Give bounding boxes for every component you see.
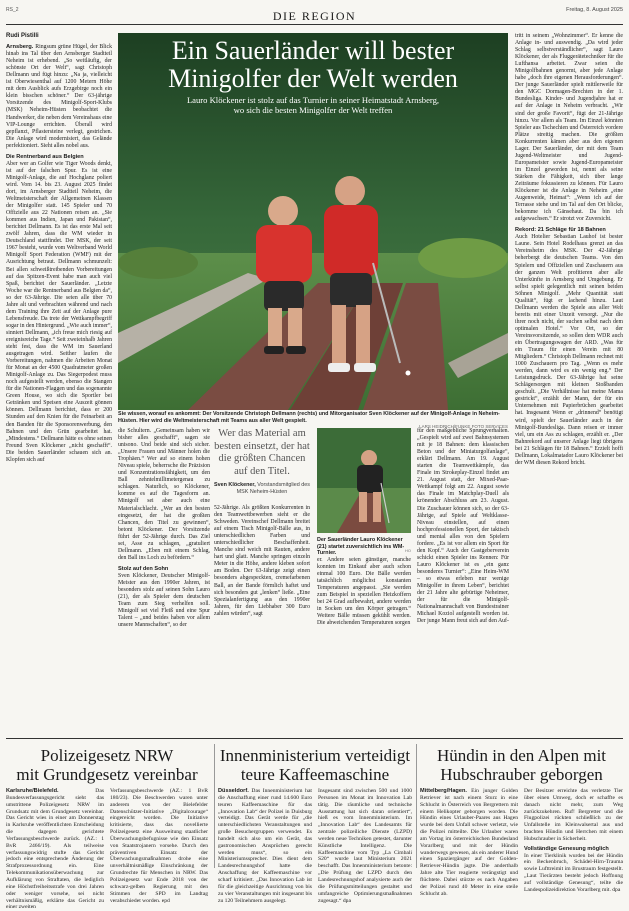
subheading: Stolz auf den Sohn: [118, 565, 169, 572]
column-divider: [214, 744, 215, 868]
paragraph: tritt in seinem „Wohnzimmer“. Er kenne die Anlage in- und auswendig. „Da wird jeder Schlag selbstverständlicher“, sagt Lauro Klöckener, der als Fluggerätetechniker für die Lufthansa arbeitet. Zwar seien die Minigolfbahnen genormt, aber jede Anlage habe „doch ihre eigenen Herausforderungen“. Der junge Sauerländer spielt mittlerweile für den MGC Dormagen-Brechten in der 1. Bundesliga. Kinder- und Jugendjahre hat er auf der Anlage in Neheim verbracht. „Wir sind der große Favorit“, fügt der 21-Jährige hinzu. Vor allem als Team. Im Einzel könnten Spieler aus Tschechien und Österreich vordere Plätze streitig machen. Die größten Konkurrenten kämen aber aus den eigenen Lager. Der Sauerländer, der mit dem Team Jugend-Weltmeister und Jugend-Europameister sowie Jugend-Europameister im Einzel geworden ist, nennt als seine Stärken die Fähigkeit, sich über lange Zeiträume fokussieren zu können. Für Lauro Klöckener ist die Anlage in Neheim „eine Augenweide, Heimat“: „Wenn ich auf der Terrasse stehe und im Tal auf den Ort blicke, bekomme ich Gänsehaut. Da bin ich aufgewachsen.“ Er strotzt vor Zuversicht.: [515, 33, 623, 223]
paragraph: für den maßgebliche Sprungverhalten. „Gespielt wird auf zwei Bahnsystemen mit je 18 Bahnen: dem klassischen Beton und der Miniaturgolfanlage“, erklärt Dellmann. Am 19. August starten die Teamwettkämpfe, das Finale im Strokeplay-Einzel findet am 21. August statt, der Mixed-Paar-Wettkampf folgt am 22. August sowie das Finale im Matchplay-Duell als krönender Abschluss am 23. August. Die Zuschauer können sich, so der 63-Jährige, auf Spiele auf Weltklasse-Niveau einstellen, auf einen hochprofessionellen Sport, der taktisch und mental alles von den Spielern fordere. „Es ist vor allem ein Sport für den Kopf.“ Auch der Gastgeberverein schickt einen Spieler ins Rennen: Für Lauro Klöckener ist es „ein ganz besonderes Turnier“: „Eine Heim-WM – so etwas erleben nur wenige Minigolfer in ihrem Leben“, berichtet der 21 Jahre alte gebürtige Neheimer, der für die Minigolf-Nationalmannschaft von Bundestrainer Michael Koziol aufgestellt worden ist. Der junge Mann freut sich auf den Auf-: [417, 428, 509, 625]
article-text: Karlsruhe/Bielefeld. Das Bundesverfassungsgericht sieht das umstrittene Polizeigesetz NRW im Grundsatz mit dem Grundgesetz vereinbar. Das Gericht wies in einer am Donnerstag in Karlsruhe veröffentlichten Entscheidung die dagegen gerichtete Verfassungsbeschwerde zurück. (AZ.: 1 BvR 2466/19). Als teilweise verfassungswidrig stufte das Gericht jedoch eine entsprechende Änderung der Strafprozessordnung ein. Eine Telekommunikationsüberwachung zur Aufklärung von Straftaten, die lediglich eine Höchstfreiheitsstrafe von drei Jahren oder weniger vorsehe, sei nicht verhältnismäßig, erklärte das Gericht zu einer zweiten: [6, 788, 104, 911]
page-header: [6, 3, 623, 25]
photo-credit: LARS HEIDRICH/FUNKE FOTO SERVICES: [419, 424, 508, 430]
article-headline: Hündin in den Alpen mit Hubschrauber geborgen: [436, 746, 607, 784]
lead-photo-caption: Sie wissen, worauf es ankommt: Der Vorsitzende Christoph Dellmann (rechts) und Mitorganisator Sven Klöckener auf der Minigolf-Anlage in Neheim-Hüsten. Hier wird die Weltmeisterschaft mit Teams aus aller Welt gespielt. LARS HEIDRICH/FUNKE FOTO SERVICES: [118, 411, 508, 430]
paragraph: Auch Hotelier Sebastian Lauhof ist bester Laune. Sein Hotel Rodelhaus grenzt an das Vereinsheim des MSK. Der 42-Jährige beherbergt die deutschen Teams. Von den Spielern und Offiziellen und Zuschauern aus der ganzen Welt profitieren aber alle Unterkünfte in Arnsberg und Umgebung. Er selbst spielt gelegentlich mit seinen beiden Söhnen Minigolf. „Mehr Quantität statt Qualität“, fügt er lachend hinzu. Laut Dellmann werden die Spiele aus aller Welt bereits mit einer Unzeit versorgt. „Nur die ihrer noch nicht, der suchen selbst nach dem optimalen Hotel.“ Vor Ort, so der Vereinsvorsitzende, so sollen dem WDR auch ein Übertragungswagen der ARD. „Was für ein Traum für einen Verein mit 80 Mitgliedern.“ Christoph Dellmann rechnet mit 1000 Zuschauern pro Tag. „Wenn es mehr werden, dann wird es ein wenig eng.“ Der Leistungsdruck. Der 63-Jährige hat seine Schlägersorgen mit kleinen Stoßbanden geschult. „Die Verhältnisse hat meine Mama gestrickt“, erzählt der Mann, der für ein Unternehmen mit Papierbrüchen gearbeitet hat. Insgesamt Wenn er „drinnend“ benötigt wird, spielt der Sauerländer auch in der Minigolf-Bundesliga. Dann reisen er immer viel, um ein Ass zu schlagen, erzählt er. „Der Bahnrekord auf unserer Anlage liegt übrigens bei 21 Schlägen für 18 Bahnen.“ Erzielt hoffi Dellmann, Lokalmatador Lauro Klöckener bei der WM diesen Rekord bricht.: [515, 234, 623, 466]
paragraph: die Schultern. „Gemeinsam haben wir bisher alles geschafft“, sagen sie unisono. Und beide sind sich sicher. „Unsere Frauen und Männer holen die Trophäen.“ Wer auf so einem hohen Niveau spiele, beherrsche die Präzision und Konzentrationsfähigkeit, um den Ball zehntelmillimetergenau zu schlagen. Naturlich, so Klöckener, komme es auf die Tagesform an. Minigolf sei aber auch eine Materialschlacht. „Wer an den besten eingesetzt, der hat die großten Chancen, den Titel zu gewinnen“, betont Klöckener. Der Vorsitzende führt der 52-Jährige durch. Das Ziel sei, Asse zu schlagen, „gratuliert Dellmann. „Eben mit einem Schlag, den Ball ins Loch zu befördern.“: [118, 428, 210, 561]
article-text: Mittelberg/Hagen. Ein junger Golden Retriever ist nach einem Sturz in eine Schlucht in Österreich von Bergrettern mit einem Helikopter geborgen worden. Die Hündin eines Urlauber-Paares aus Hagen wurde bei dem Unfall schwer verletzt, wie die Polizei mitteilte. Die Urlauber waren am Vortag im österreichischen Bundesland Vorarlberg und mit der Hündin wanderwegs gewesen, als ein anderer Hund einen Spaziergänger auf der Golden-Retriever-Hündin jagte. Die anderthalb Jahre alte Tier reagierte verängstigt und flüchtete. Dabei stürzte es nach Angaben der Polizei rund 40 Meter in eine steile Schlucht ab.: [420, 788, 518, 897]
subheading: Die Rentnerband aus Belgien: [6, 153, 84, 160]
lead-photo: [118, 33, 508, 410]
pull-quote: [214, 428, 310, 495]
paragraph: er. Andere seien günstiger, manche konnten im Einkauf aber auch schon einmal 100 Euro. Die Bälle werden tatsächlich möglichst konstanten Temperaturen angepasst. „Sie werden zum Beispiel in speziellen Heizkoffern bei 24 Grad aufbewahrt, andere werden in Socken um den Körper getragen.“ Weitere Bälle müssen gekühlt werden. Die abweichenden Temperaturen sorgen: [317, 557, 411, 627]
article-headline: Polizeigesetz NRW mit Grundgesetz vereinbar: [16, 746, 198, 784]
column-divider: [416, 744, 417, 868]
subheading: Rekord: 21 Schläge für 18 Bahnen: [515, 227, 606, 234]
quote-text: Wer das Material am besten einsetzt, der hat die größten Chancen auf den Titel.: [214, 428, 310, 477]
article-text: Insgesamt sind zwischen 500 und 1000 Personen im Monat im Innovation Lab tätig. Die räumliche und technische Ausstattung hat sich daran orientiert“, hieß es vom Innenministerium. Im „Innovation Lab“ des Landesamts für zentrale polizeiliche Dienste (LZPD) werden neue Techniken getestet, darunter Künstliche Intelligenz. Die Kaffeemaschine vom Typ „La Cimbali S20“ wurde laut Ministerium 2021 beschafft. Das Innenministerium betonte: „Die Prüfung der LZPD durch den Landesrechnungshof analysierte auch der die Prüfungsmitteilungen gestaltet und umfangreiche Optimierungsmaßnahmen zugesagt.“ dpa: [318, 788, 412, 904]
article-column-2: [118, 428, 210, 733]
photo-credit: HO: [405, 548, 411, 553]
article-text: Verfassungsbeschwerde (AZ.: 1 BvR 180/23). Die Beschwerden waren unter anderem von der Bielefelder Datenschützer-Initiative „Digitalcourage“ eingereicht worden. Die Initiative kritisierte, dass das novellierte Polizeigesetz eine Ausweitung staatlicher Überwachungsbefugnisse wie den Einsatz von Staatstrojanern vorsehe. Durch den präventiven Einsatz der Überwachungsmaßnahmen drohe eine unverhältnismäßige Einschränkung der Grundrechte für Menschen in NRW. Das Polizeigesetz war Ende 2018 von der schwarz-gelben Regierung mit den Stimmen der SPD im Landtag verabschiedet worden. epd: [110, 788, 208, 904]
paragraph: Arnsberg. Ringsum grüne Hügel, der Blick hinab ins Tal über den Arnsberger Stadtteil Neheim ist erhebend. „So weitläufig, der schönste Ort der Welt“, sagt Christoph Dellmann und fügt hinzu: „Na ja, vielleicht ist Oberwiesenthal auf 1200 Metern Höhe mit dem Ausblick aufs Erzgebirge noch ein klein bisschen schöner.“ Der 63-jährige Vorsitzende des Minigolf-Sport-Klubs (MSK) Neheim-Hüsten beobachtet die Handwerker, die neben dem Vereinshaus eine VIP-Lounge errichten. Überall wird gepflanzt, Pflastersteine verlegt, gestrichen. Die Anlage wird modernisiert, das Gelände perfektioniert. Sieht alles nobel aus.: [6, 44, 112, 149]
lead-deck: Lauro Klöckener ist stolz auf das Turnier in seiner Heimatstadt Arnsberg, wo sich die besten Minigolfer der Welt treffen: [186, 95, 440, 115]
quote-source: Sven Klöckener, Vorstandsmitglied des MSK Neheim-Hüsten: [214, 482, 310, 495]
article-column-6: [515, 33, 623, 733]
article-text: Der Besitzer erreichte das verletzte Tier über einen Umweg, doch er schaffte es danach nicht mehr, zum Weg zurückzukehren. Ruf! Bergretter und die Flugpolizei rückten schließlich zu der Unfallstelle im Kleinwalsertal aus und brachten Hündin und Herrchen mit einem Hubschrauber in Sicherheit. Vollständige Genesung möglich In einer Tierklinik wurden bei der Hündin ein Beckenbruch, Schädel-Hirn-Trauma sowie Lufttreimit im Brustraum festgestellt. „Laut Tierärzten besteht jedoch Hoffnung auf vollständige Genesung“, teilte die Landespolizeidirektion Vorarlberg mit. dpa: [524, 788, 623, 893]
player-illustration: [317, 428, 411, 533]
article-headline: Innenministerium verteidigt teure Kaffeemaschine: [219, 746, 411, 784]
page-id: RS_2: [6, 7, 19, 13]
section-title: DIE REGION: [272, 9, 357, 23]
issue-date: Freitag, 8. August 2025: [566, 7, 623, 13]
player-photo-caption: Der Sauerländer Lauro Klöckener (21) startet zuversichtlich ins WM-Turnier. HO: [317, 537, 411, 557]
article-column-4: [317, 557, 411, 733]
article-text: Düsseldorf. Das Innenministerium hat die Anschaffung einer rund 14.600 Euro teuren Kaffeemaschine für das „Innovation Lab“ der Polizei in Duisburg verteidigt. Das Gerät werde für „die unterschiedlichsten Veranstaltungen und große Besuchergruppen verwendet. Es handelt sich also um ein Gerät, das gastronomischen Ansprüchen gerecht werden muss“, so ein Ministeriumssprecher. Dies dient dem Landesrechnungshof hatte die Anschaffung der Kaffeemaschine vor scharf kritisiert. „Das Innovation Lab ist für die gleichzeitige Ausrichtung von bis zu vier Veranstaltungen mit insgesamt bis zu 120 Teilnehmern ausgelegt.: [218, 788, 312, 904]
article-column-1: [6, 33, 112, 733]
lead-headline: Ein Sauerländer will bester Minigolfer der Welt werden: [168, 36, 458, 93]
subheading: Vollständige Genesung möglich: [524, 845, 609, 852]
article-column-3: [214, 505, 310, 733]
section-divider: [6, 738, 623, 739]
paragraph: Sven Klöckener, Deutscher Minigolf-Meister aus den 1990er Jahren, ist besonders stolz auf seinen Sohn Lauro (21), der als Spieler dem deutschen Team zum Sieg verhelfen soll. Minigolf sei viel Fleiß und eine Spur Talent – „und beides haben vor allem unsere Mannschaften“, so der: [118, 572, 210, 629]
article-column-5: [417, 428, 509, 733]
paragraph: Aber wer an Golfer wie Tiger Woods denkt, ist auf der falschen Spur. Es ist eine Minigolf-Anlage, die auf Hochglanz poliert wird. Vom 14. bis 23. August 2025 findet dort, im Arnsberger Stadtteil Neheim, die Weltmeisterschaft der Allgemeinen Klassen der Minigolfer statt. 145 Spieler und 70 Offizielle aus 22 Nationen reisen an. „Sie kommen aus Indien, Japan und Pakistan“, berichtet Dellmann. Es ist das erste Mal seit zwölf Jahren, dass die WM wieder in Deutschland stattfindet. Der MSK, der seit 1967 besteht, wurde vom Weltverband World Minigolf Sport Federation (WMF) mit der Ausrichtung betraut. Dellmann schmunzelt: Bei allen schweißtreibenden Vorbereitungen auf das Spitzen-Event habe man auch viel Spaß, berichtet der Sauerländer. „Letzte Woche war die Rentnerband aus Belgien da“, so der 63-Jährige. Die seien alle über 70 Jahre alt und verbrachten während und nach dem Training ihre Zeit auf der Anlage pure Lebensfreude. Da trete der Wettkampfbegriff sogar in den Hintergrund. „Wie auch immer“, sinniert Dellmann, „ich freue mich riesig auf ereignisreiche Tage.“ Seit zweieinhalb Jahren steht fest, dass die WM im Sauerland ausgetragen wird. Seither laufen die Vorbereitungen, nahmen die Arbeiten Monat für Monat an der 4500 Quadratmeter großen Minigolf-Anlage zu. Das Siegerpodest muss noch aufgestellt werden, ebenso die Stangen für die Nationen-Flaggen und das sogenannte Green House, wo sich die Sportler bei Getränken und Speisen eine Auszeit gönnen können. Dellmann berichtet, dass er 200 Stunden auf den Knien für die Feinarbeit an den Banden für die Sponsorenwerbung, den Bahnen und den Grün gearbeitet hat. „Mindestens.“ Dellmann hätte es ohne seinen Freund Sven Klöckener „nicht geschafft“. Die beiden Sauerländer schauen sich an. Klopfen sich auf: [6, 160, 112, 463]
author: Rudi Pistilli: [6, 33, 39, 39]
paragraph: 52-Jährige. Als größten Konkurrenten in den Teamwettbewerben sieht er die Schweden. Vereinschef Dellmann breitet auf einem Tisch Minigolf-Bälle aus, in unterschiedlichen Farben und unterschiedlicher Beschaffenheit. Manche sind weich mit Rauten, andere hart und glatt. Manche springen einzeln Meter in die Höhe, andere kleben sofort am Boden. Der 63-Jährige zeigt einen besonders abgespeckten, cremefarbenen Ball, an der Bande förmlich haftet und sich besonders gut „lenken“ ließe. „Eine Spezialanfertigung aus den 1990er Jahren, für den Liebhaber 300 Euro zahlen würden“, sagt: [214, 505, 310, 617]
player-photo: [317, 428, 411, 533]
